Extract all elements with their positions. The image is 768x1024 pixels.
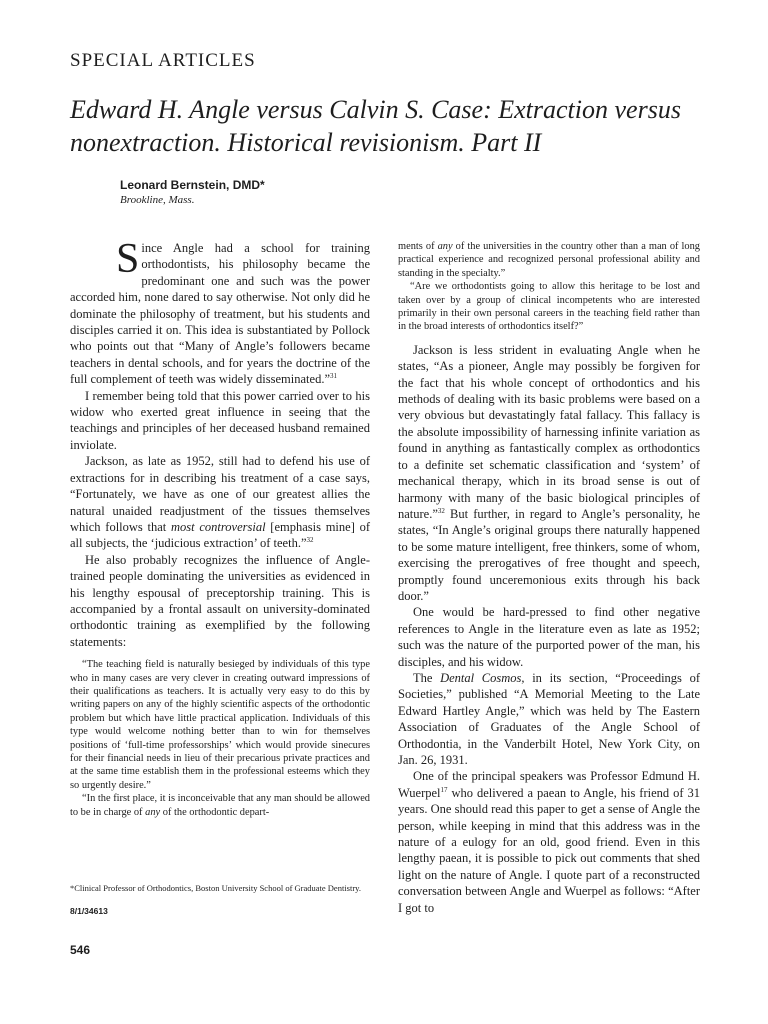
- block-quote-paragraph: [70, 792, 370, 819]
- reference-superscript: 17: [440, 785, 448, 794]
- text-run: But further, in regard to Angle’s personality, he states, “In Angle’s original groups there naturally happened to be some mature intelligent, free thinkers, some of whom, exercising the prerogatives of free thought and speech, promptly found unceremonious exits through his back door.”: [398, 506, 700, 603]
- text-run: “The teaching field is naturally besieged by individuals of this type who in many cases are very clever in creating outward impressions of their qualifications as teachers. It is actually very easy to do this by writing papers on any of the highly scientific aspects of the orthodontic problem but which have little practical application. Individuals of this type would welcome nothing better than to win for themselves positions of ‘full-time professorships’ which would provide sinecures for their financial needs in lieu of their precarious private practices and at the same time establish them in the professional esteems which they so urgently desire.”: [70, 659, 370, 791]
- footnote: *Clinical Professor of Orthodontics, Boston University School of Graduate Dentistry.: [70, 883, 362, 893]
- section-label: SPECIAL ARTICLES: [70, 50, 256, 71]
- right-column: [398, 240, 700, 916]
- body-paragraph: [70, 552, 370, 650]
- left-column: [70, 236, 370, 819]
- author-affiliation: Brookline, Mass.: [120, 194, 195, 206]
- block-quote-paragraph: [398, 240, 700, 280]
- page-number: 546: [70, 943, 91, 957]
- text-run: ince Angle had a school for training orthodontists, his philosophy became the predominant one and such was the power accorded him, none dared to say otherwise. Not only did he dominate the philosophy of treatment, but his students and disciples carried it on. This idea is substantiated by Pollock who points out that “Many of Angle’s followers became teachers in dental schools, and for years the doctrine of the full complement of teeth was widely disseminated.”: [70, 241, 370, 387]
- text-run: of the orthodontic depart-: [160, 806, 270, 818]
- text-run: [emphasis mine] of all subjects, the ‘judicious extraction’ of teeth.”: [70, 519, 370, 551]
- text-run: Jackson is less strident in evaluating Angle when he states, “As a pioneer, Angle may possibly be forgiven for the fact that his whole concept of orthodontics and his methods of dealing with its basic problems were based on a very obvious but devastatingly fatal fallacy. This fallacy is the absolute impossibility of harnessing infinite variation as found in anything as fantastically complex as orthodontics to a definite set schematic classification and ‘system’ of mechanical therapy, which in its broad sense is out of harmony with many of the basic biological principles of nature.”: [398, 342, 700, 521]
- reference-superscript: 32: [306, 536, 314, 545]
- italic-text: any: [145, 806, 161, 818]
- article-title: Edward H. Angle versus Calvin S. Case: Extraction versus nonextraction. Historical revisionism. Part II: [70, 95, 681, 157]
- body-paragraph: [70, 388, 370, 454]
- text-run: in its section, “Proceedings of Societies,” published “A Memorial Meeting to the Late Edward Hartley Angle,” which was held by The Eastern Association of Graduates of the Angle School of Orthodontia, in the Vanderbilt Hotel, New York City, on Jan. 26, 1931.: [398, 670, 701, 767]
- text-run: The: [413, 670, 441, 685]
- body-paragraph: [398, 604, 700, 670]
- text-run: who delivered a paean to Angle, his friend of 31 years. One should read this paper to get a sense of Angle the person, while keeping in mind that this address was in the nature of a eulogy for an old, good friend. Even in this lengthy paean, it is possible to pick out comments that shed light on the nature of Angle. I quote part of a reconstructed conversation between Angle and Wuerpel as follows: “After I got to: [398, 785, 700, 915]
- block-quote-paragraph: [70, 658, 370, 792]
- article-code: 8/1/34613: [70, 906, 108, 916]
- text-run: One of the principal speakers was Professor Edmund H. Wuerpel: [398, 769, 700, 800]
- body-paragraph: [70, 236, 370, 388]
- text-run: “In the first place, it is inconceivable that any man should be allowed to be in charge of: [70, 793, 370, 818]
- body-paragraph: [398, 768, 700, 916]
- italic-text: Dental Cosmos,: [440, 670, 525, 685]
- body-paragraph: [398, 342, 700, 605]
- reference-superscript: 31: [330, 372, 337, 381]
- body-paragraph: [70, 453, 370, 551]
- text-run: “Are we orthodontists going to allow this heritage to be lost and taken over by a group of clinical incompetents who are interested primarily in their own personal careers in the teaching field rather than in the broad interests of orthodontics itself?”: [398, 281, 700, 333]
- text-run: ments of: [398, 241, 438, 252]
- text-run: Jackson, as late as 1952, still had to defend his use of extractions for in describing his treatment of a case says, “Fortunately, we have as one of our greatest allies the natural unaided readjustment of the tissues themselves which follows that: [70, 454, 370, 534]
- block-quote-paragraph: [398, 280, 700, 334]
- reference-superscript: 32: [437, 506, 445, 515]
- text-run: I remember being told that this power carried over to his widow who exerted great influence in seeing that the teachings and principles of her deceased husband remained inviolate.: [70, 388, 370, 452]
- text-run: He also probably recognizes the influence of Angle-trained people dominating the universities as evidenced in his lengthy espousal of preceptorship training. This is accompanied by a frontal assault on university-dominated orthodontic training as exemplified by the following statements:: [70, 552, 370, 649]
- text-run: One would be hard-pressed to find other negative references to Angle in the literature even as late as 1952; such was the nature of the purported power of the man, his disciples, and his widow.: [398, 605, 700, 669]
- italic-text: most controversial: [171, 519, 266, 534]
- body-paragraph: [398, 670, 700, 768]
- italic-text: any: [437, 241, 453, 252]
- text-run: of the universities in the country other than a man of long practical experience and recognized personal professional ability and standing in the specialty.”: [398, 241, 701, 279]
- drop-cap: S: [116, 236, 140, 282]
- author-name: Leonard Bernstein, DMD*: [120, 178, 265, 192]
